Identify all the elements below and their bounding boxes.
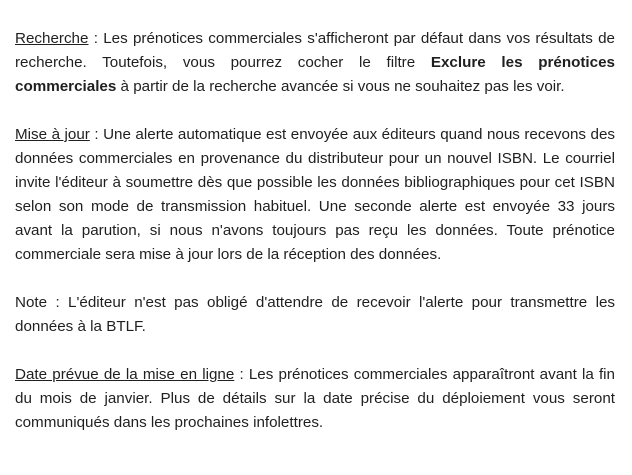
paragraph-date-prevue: [15, 363, 615, 435]
note-text: Note : L'éditeur n'est pas obligé d'attendre de recevoir l'alerte pour transmettre les données à la BTLF.: [15, 294, 615, 335]
recherche-text-end: à partir de la recherche avancée si vous ne souhaitez pas les voir.: [116, 78, 565, 95]
label-mise-a-jour: Mise à jour: [15, 126, 90, 143]
paragraph-note: [15, 291, 615, 339]
paragraph-recherche: [15, 27, 615, 99]
filter-name-emphasis: Exclure les prénotices commerciales: [15, 54, 615, 95]
recherche-text-start: : Les prénotices commerciales s'afficheront par défaut dans vos résultats de recherche. Toutefois, vous pourrez cocher le filtre: [15, 30, 615, 71]
paragraph-mise-a-jour: [15, 123, 615, 267]
label-recherche: Recherche: [15, 30, 89, 47]
mise-a-jour-text: : Une alerte automatique est envoyée aux éditeurs quand nous recevons des données commerciales en provenance du distributeur pour un nouvel ISBN. Le courriel invite l'éditeur à soumettre dès que possible les données bibliographiques pour cet ISBN selon son mode de transmission habituel. Une seconde alerte est envoyée 33 jours avant la parution, si nous n'avons toujours pas reçu les données. Toute prénotice commerciale sera mise à jour lors de la réception des données.: [15, 126, 615, 263]
date-prevue-text: : Les prénotices commerciales apparaîtront avant la fin du mois de janvier. Plus de détails sur la date précise du déploiement vous seront communiqués dans les prochaines infolettres.: [15, 366, 616, 431]
document-body: [15, 27, 615, 435]
label-date-prevue: Date prévue de la mise en ligne: [15, 366, 235, 383]
